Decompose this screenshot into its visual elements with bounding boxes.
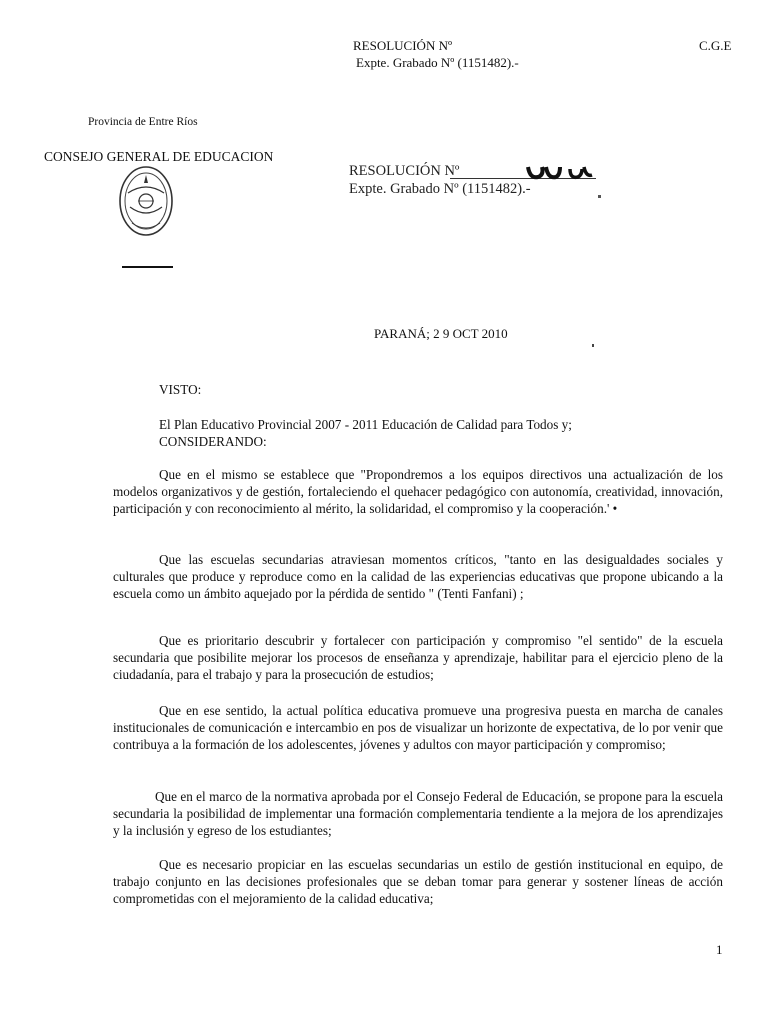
coat-of-arms-seal — [118, 163, 178, 241]
paragraph-5: Que en el marco de la normativa aprobada por el Consejo Federal de Educación, se propone para la escuela secundaria la posibilidad de implementar una formación complementaria tendiente a la mejora de los aprendizajes y la inclusión y egreso de los estudiantes; — [113, 789, 723, 839]
paragraph-6: Que es necesario propiciar en las escuelas secundarias un estilo de gestión institucional en equipo, de trabajo conjunto en las decisiones profesionales que se deban tomar para generar y sostener líneas de acción comprometidas con el mejoramiento de la calidad educativa; — [113, 857, 723, 907]
paragraph-3: Que es prioritario descubrir y fortalecer con participación y compromiso "el sentido" de la escuela secundaria que posibilite mejorar los procesos de enseñanza y aprendizaje, habilitar para el ejercicio pleno de la ciudadanía, para el trabajo y para la prosecución de estudios; — [113, 633, 723, 683]
scanned-expte: Expte. Grabado Nº (1151482).- — [349, 181, 531, 197]
handwritten-number-mark — [526, 163, 596, 183]
header-cge: C.G.E — [699, 38, 732, 53]
separator-line — [122, 266, 173, 268]
scan-speck — [592, 344, 594, 347]
date-line: PARANÁ; 2 9 OCT 2010 — [374, 326, 508, 341]
plan-line: El Plan Educativo Provincial 2007 - 2011 Educación de Calidad para Todos y; — [159, 417, 572, 432]
paragraph-4: Que en ese sentido, la actual política educativa promueve una progresiva puesta en marcha de canales institucionales de comunicación e intercambio en pos de visualizar un horizonte de expectativa, de lo por venir que contribuya a la formación de los adolescentes, jóvenes y adultos con mayor participación y compromiso; — [113, 703, 723, 753]
provincia-label: Provincia de Entre Ríos — [88, 116, 198, 128]
page-number: 1 — [716, 942, 723, 957]
paragraph-1: Que en el mismo se establece que "Propondremos a los equipos directivos una actualización de los modelos organizativos y de gestión, fortaleciendo el quehacer pedagógico con autonomía, creatividad, innovación, participación y con reconocimiento al mérito, la solidaridad, el compromiso y la cooperación.' • — [113, 467, 723, 517]
visto-heading: VISTO: — [159, 382, 202, 397]
header-expte: Expte. Grabado Nº (1151482).- — [356, 55, 519, 70]
scanned-resolucion: RESOLUCIÓN Nº — [349, 163, 460, 179]
consejo-title: CONSEJO GENERAL DE EDUCACION — [44, 149, 274, 164]
paragraph-2: Que las escuelas secundarias atraviesan momentos críticos, "tanto en las desigualdades sociales y culturales que produce y reproduce como en la calidad de las experiencias educativas que propone ubicando a la escuela como un ámbito aquejado por la pérdida de sentido " (Tenti Fanfani) ; — [113, 552, 723, 602]
header-resolucion: RESOLUCIÓN Nº — [353, 38, 453, 53]
scan-speck — [598, 195, 601, 198]
considerando-heading: CONSIDERANDO: — [159, 434, 267, 449]
